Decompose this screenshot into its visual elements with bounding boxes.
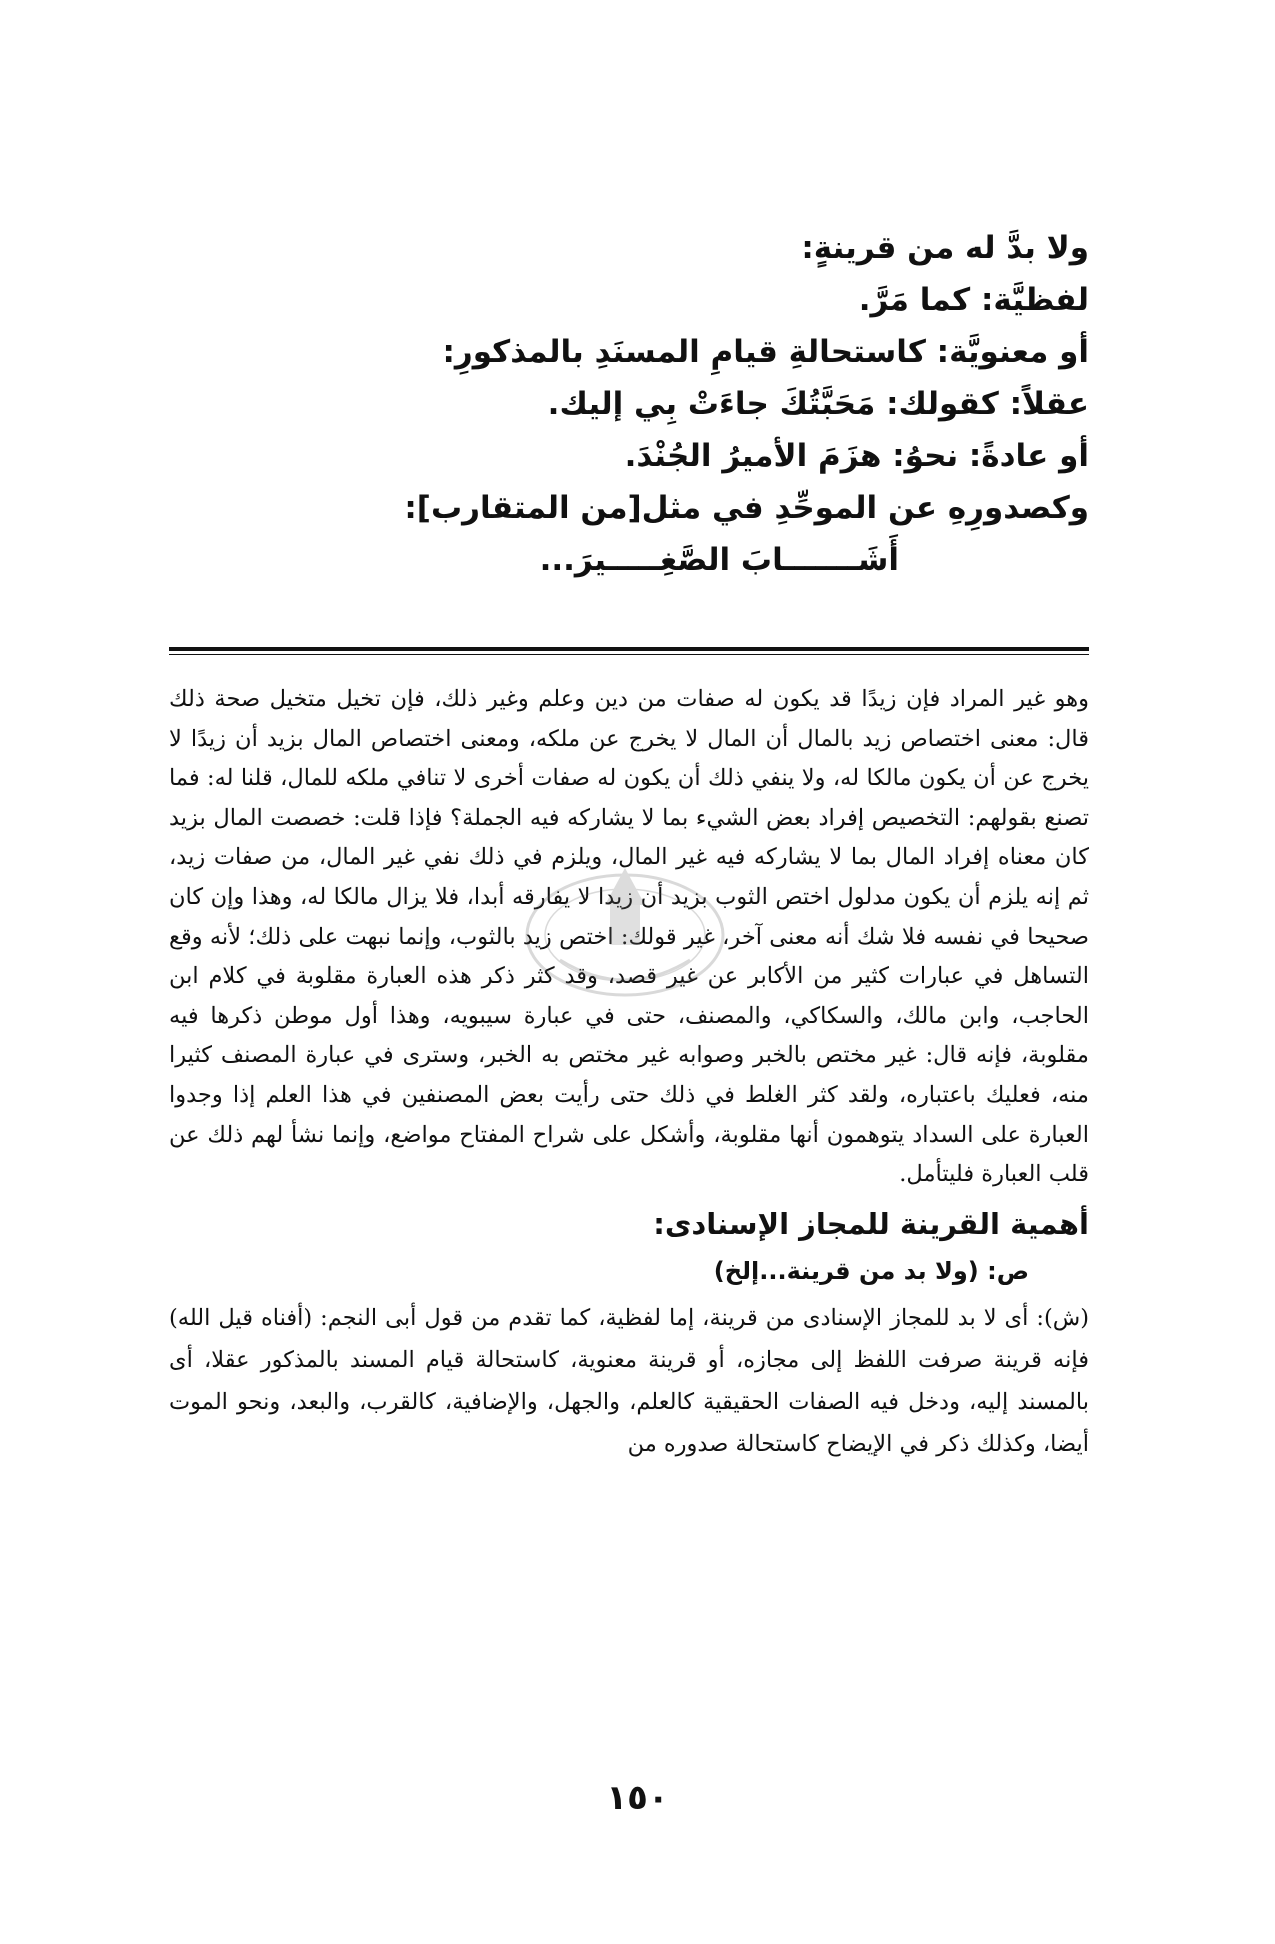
matn-verse: أَشَـــــــابَ الصَّغِـــــيرَ... [539, 542, 899, 578]
divider-thick-rule [169, 647, 1089, 651]
matn-line-1: ولا بدَّ له من قرينةٍ: [801, 230, 1089, 266]
sharh-paragraph: (ش): أى لا بد للمجاز الإسنادى من قرينة، إما لفظية، كما تقدم من قول أبى النجم: (أفناه قيل الله) فإنه قرينة صرفت اللفظ إلى مجازه، أو قرينة معنوية، كاستحالة قيام المسند بالمذكور عقلا، أى بالمسند إليه، ودخل فيه الصفات الحقيقية كالعلم، والجهل، والإضافية، كالقرب، والبعد، ونحو الموت أيضا، وكذلك ذكر في الإيضاح كاستحالة صدوره من [169, 1304, 1089, 1457]
sad-quote-line: ص: (ولا بد من قرينة...إلخ) [713, 1256, 1029, 1285]
section-heading: أهمية القرينة للمجاز الإسنادى: [653, 1206, 1089, 1241]
divider-thin-rule [169, 654, 1089, 655]
matn-line-5: أو عادةً: نحوُ: هزَمَ الأميرُ الجُنْدَ. [624, 438, 1089, 474]
matn-line-4: عقلاً: كقولك: مَحَبَّتُكَ جاءَتْ بِي إليك. [547, 386, 1089, 422]
matn-line-3: أو معنويَّة: كاستحالةِ قيامِ المسنَدِ بالمذكورِ: [442, 334, 1089, 370]
matn-line-6: وكصدورِهِ عن الموحِّدِ في مثل[من المتقارب]: [404, 490, 1089, 526]
commentary-paragraph: وهو غير المراد فإن زيدًا قد يكون له صفات من دين وعلم وغير ذلك، فإن تخيل متخيل صحة ذلك قال: معنى اختصاص زيد بالمال أن المال لا يخرج عن ملكه، ومعنى اختصاص المال بزيد أن زيدًا لا يخرج عن أن يكون مالكا له، ولا ينفي ذلك أن يكون له صفات أخرى لا تنافي ملكه للمال، قلنا له: فما تصنع بقولهم: التخصيص إفراد بعض الشيء بما لا يشاركه فيه الجملة؟ فإذا قلت: خصصت المال بزيد كان معناه إفراد المال بما لا يشاركه فيه غير المال، ويلزم في ذلك نفي غير المال، من صفات زيد، ثم إنه يلزم أن يكون مدلول اختص الثوب بزيد أن زيدا لا يفارقه أبدا، فلا يزال مالكا له، وهذا وإن كان صحيحا في نفسه فلا شك أنه معنى آخر، غير قولك: اختص زيد بالثوب، وإنما نبهت على ذلك؛ لأنه وقع التساهل في عبارات كثير من الأكابر عن غير قصد، وقد كثر ذكر هذه العبارة مقلوبة في كلام ابن الحاجب، وابن مالك، والسكاكي، والمصنف، حتى في عبارة سيبويه، وهذا أول موطن ذكرها فيه مقلوبة، فإنه قال: غير مختص بالخبر وصوابه غير مختص به الخبر، وسترى في عبارة المصنف كثيرا منه، فعليك باعتباره، ولقد كثر الغلط في ذلك حتى رأيت بعض المصنفين في هذا العلم إذا وجدوا العبارة على السداد يتوهمون أنها مقلوبة، وأشكل على شراح المفتاح مواضع، وإنما نشأ لهم ذلك عن قلب العبارة فليتأمل. [169, 686, 1089, 1188]
matn-line-2: لفظيَّة: كما مَرَّ. [858, 282, 1089, 318]
section-divider [169, 647, 1089, 655]
matn-text-block [369, 222, 1089, 586]
commentary-block [169, 680, 1089, 1465]
page-number: ١٥٠ [606, 1778, 669, 1818]
